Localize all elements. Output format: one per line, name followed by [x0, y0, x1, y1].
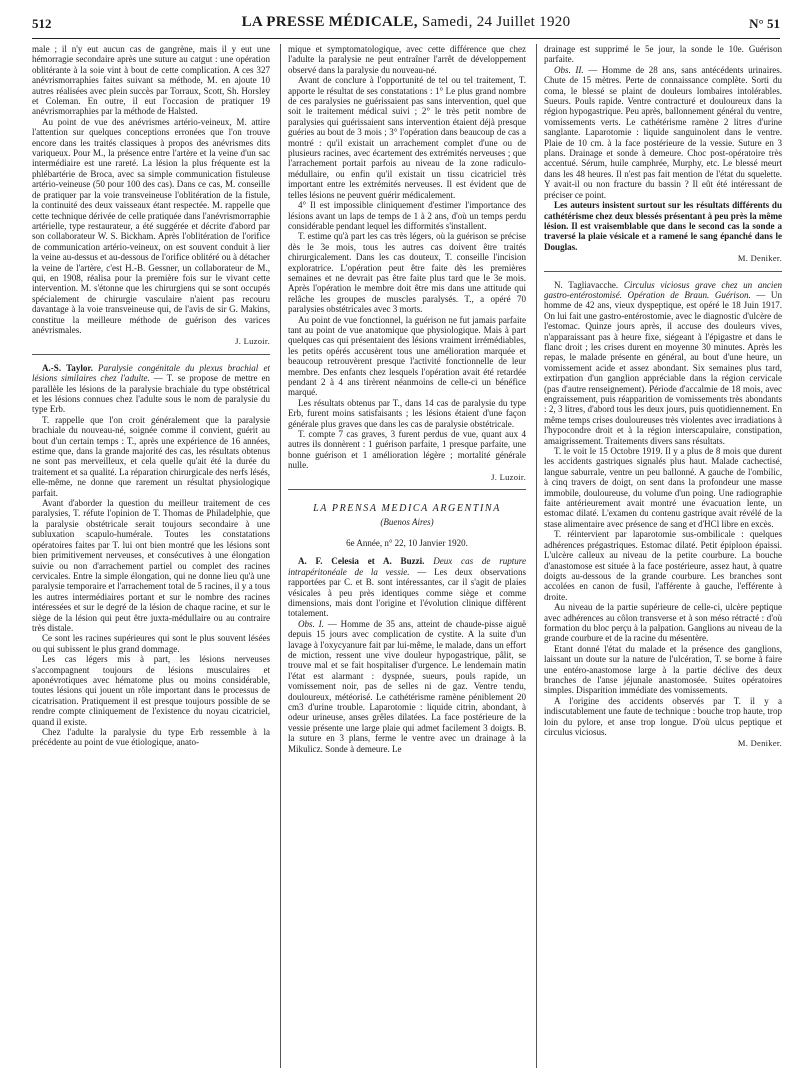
article-title: Paralysie congénitale du plexus brachial et lésions similaires chez l'adulte. [32, 362, 271, 384]
observation-label: Obs. I. [298, 618, 324, 629]
paragraph: Chez l'adulte la paralysie du type Erb ressemble à la précédente au point de vue étiologique, anato- [32, 727, 270, 748]
page-number: 512 [32, 16, 52, 31]
article-heading [288, 556, 526, 618]
article-heading [544, 280, 782, 447]
issue-date: Samedi, 24 Juillet 1920 [421, 14, 571, 30]
observation [288, 619, 526, 754]
paragraph: T. estime qu'à part les cas très légers, où la guérison se précise dès le 3e mois, tous les autres cas doivent être traités chirurgicalement. Dans les cas douteux, T. conseille l'incision exploratrice. L'opération peut être faite dès les premières semaines et ne devrait pas être faite plus tard que le 3e mois. Après l'opération le membre doit être mis dans une attitude qui relâche les groupes de muscles paralysés. T., a opéré 70 paralysies obstétricales avec 3 morts. [288, 231, 526, 315]
observation [544, 65, 782, 200]
observation-text: — Homme de 28 ans, sans antécédents urinaires. Chute de 15 mètres. Perte de connaissance complète. Sorti du coma, le blessé se plaint de douleurs lombaires intolérables. Sueurs. Pouls rapide. Ventre contracturé et douloureux dans la région hypogastrique. Peu après, ballonnement général du ventre, vomissements verts. Le cathétérisme ramène 2 litres d'urine sanglante. Laparotomie : liquide sanguinolent dans le ventre. Plaie de 10 cm. à la face postérieure de la vessie. Suture en 3 plans. Drainage et sonde à demeure. Choc post-opératoire très accentué. Sérum, huile camphrée, Murphy, etc. Le blessé meurt dans les 48 heures. Il n'est pas fait mention de l'état du squelette. Y avait-il ou non fracture du bassin ? Il eût été intéressant de préciser ce point. [544, 64, 783, 200]
paragraph: Etant donné l'état du malade et la présence des ganglions, laissant un doute sur la nature de l'ulcération, T. se borne à faire une entéro-anastomose large à la partie déclive des deux branches de l'anse jéjunale anastomosée. Suites opératoires simples. Disparition immédiate des vomissements. [544, 643, 782, 696]
article-separator [288, 489, 526, 490]
paragraph: T. rappelle que l'on croit généralement que la paralysie brachiale du nouveau-né, soignée comme il convient, guérit au bout d'un certain temps : T., après une expérience de 16 années, estime que, dans la grande majorité des cas, les résultats obtenus ne sont pas merveilleux, et cela quelle qu'ait été la durée du traitement et sa qualité. La réparation chirurgicale des nerfs lésés, elle-même, ne donne que rarement un résultat physiologique parfait. [32, 414, 270, 498]
article-author: A. F. Celesia et A. Buzzi. [298, 556, 425, 567]
running-title [32, 14, 780, 31]
article-intro: — Les deux observations rapportées par C. et B. sont intéressantes, car il s'agit de plaies vésicales à peu près identiques comme siège et comme dimensions, mais dont l'origine et l'évolution clinique diffèrent totalement. [288, 566, 526, 619]
article-separator [544, 271, 782, 272]
paragraph: Les auteurs insistent surtout sur les résultats différents du cathétérisme chez deux blessés présentant à peu près la même lésion. Il est vraisemblable que dans le second cas la sonde a traversé la plaie vésicale et a ramené le sang épanché dans le Douglas. [544, 200, 782, 252]
paragraph: Les résultats obtenus par T., dans 14 cas de paralysie du type Erb, furent moins satisfaisants ; les lésions étaient d'une façon générale plus graves que dans les cas de paralysie obstétricale. [288, 397, 526, 429]
column-left [32, 44, 270, 748]
article-intro: — Un homme de 42 ans, vieux dyspeptique, est opéré le 18 Juin 1917. On lui fait une gastro-entérostomie, avec le diagnostic d'ulcère de l'estomac. Quinze jours après, il accuse des douleurs vives, n'apparaissant pas à heure fixe, siégeant à l'épigastre et dans le flanc droit ; les crises durent en moyenne 30 minutes. Après les repas, le malade présente en général, au bout d'une heure, un vomissement acide et assez abondant. Six semaines plus tard, extirpation d'un ganglion appréciable dans la région cervicale (pas d'autre renseignement). Période d'accalmie de 18 mois, avec engraissement, puis réapparition de vomissements très abondants : 2, 3 litres, d'abord tous les deux jours, puis quotidiennement. En même temps crises douloureuses très violentes avec irradiations à l'hypocondre droit et à la région interscapulaire, constipation, amaigrissement. Traitements divers sans résultats. [544, 289, 782, 446]
paragraph: Les cas légers mis à part, les lésions nerveuses s'accompagnent toujours de lésions musculaires et aponévrotiques avec hématome plus ou moins considérable, toutes lésions qui jouent un rôle important dans le processus de cicatrisation. Pratiquement il est presque toujours possible de se rendre compte cliniquement de l'existence du noyau cicatriciel, quand il existe. [32, 654, 270, 727]
paragraph: A l'origine des accidents observés par T. il y a indiscutablement une faute de technique : bouche trop haute, trop loin du pylore, et anse trop longue. D'où ulcus peptique et circulus viciosus. [544, 695, 782, 737]
author-signature: J. Luzoir. [491, 471, 526, 482]
header-rule [32, 38, 780, 39]
paragraph: male ; il n'y eut aucun cas de gangrène, mais il y eut une hémorragie secondaire après une suture au catgut : une opération oblitérante à la soie vint à bout de cette complication. A ces 327 anévrismorraphies faites suivant sa méthode, M. en ajoute 10 autres réalisées avec plein succès par Torraux, Scott, Sh. Horsley et Coleman. En outre, il eut l'occasion de pratiquer 19 anévrismorraphies par la méthode de Halsted. [32, 44, 270, 117]
article-title: Deux cas de rupture intrapéritonéale de la vessie. [288, 556, 526, 577]
paragraph: Avant de conclure à l'opportunité de tel ou tel traitement, T. apporte le résultat de ses constatations : 1° Le plus grand nombre de ces paralysies ne guérissaient pas sans intervention, quel que soit le traitement médical suivi ; 2° le très petit nombre de paralysies qui guérissaient sans intervention étaient déjà presque guéries au bout de 3 mois ; 3° l'opération dans beaucoup de cas a montré : qu'il existait un arrachement complet d'une ou de plusieurs racines, avec écartement des extrémités nerveuses ; que l'arrachement portait parfois au niveau de la zone radiculo-médullaire, ou enfin qu'il existait un tissu cicatriciel très important entre les extrémités nerveuses. Il est évident que de telles lésions ne peuvent guérir médicalement. [288, 75, 526, 200]
article-intro: — T. se propose de mettre en parallèle les lésions de la paralysie brachiale du type obstétrical et les lésions connues chez l'adulte sous le nom de paralysie du type Erb. [32, 373, 271, 415]
section-title: LA PRENSA MEDICA ARGENTINA [313, 503, 501, 515]
column-divider [536, 44, 537, 1068]
paragraph: Au point de vue des anévrismes artério-veineux, M. attire l'attention sur quelques conceptions erronées que l'on trouve encore dans les traités classiques à propos des anévrismes dits variqueux. Pour M., la présence entre l'artère et la veine d'un sac intermédiaire est une rareté. La lésion la plus fréquente est la phlébartérie de Broca, avec sa simple communication fistuleuse artério-veineuse (50 pour 100 des cas). Dans ce cas, M. conseille de pratiquer par la voie transveineuse l'oblitération de la fistule, la continuité des deux vaisseaux étant respectée. M. rappelle que cette technique dérivée de celle pratiquée dans l'anévrismorraphie artérielle, type restaurateur, a été suggérée et décrite d'abord par son collaborateur W. S. Bickham. Après l'oblitération de l'orifice de communication artério-veineux, on est souvent conduit à lier la veine au-dessus et au-dessous de l'orifice oblitéré ou à détacher la veine de l'artère, c'est H.-B. Gessner, un collaborateur de M., qui, en 1908, réalisa pour la première fois sur le vivant cette intervention. M. s'étonne que les chirurgiens qui se sont occupés spécialement de chirurgie vasculaire n'aient pas recouru davantage à la voie transveineuse qui, de l'avis de sir G. Makins, constitue la meilleure méthode de guérison des varices anévrismales. [32, 116, 270, 335]
paragraph: mique et symptomatologique, avec cette différence que chez l'adulte la paralysie ne peut entraîner l'arrêt de développement observé dans la paralysie du nouveau-né. [288, 44, 526, 75]
observation-label: Obs. II. [554, 64, 584, 75]
paragraph: T. compte 7 cas graves, 3 furent perdus de vue, quant aux 4 autres ils donnèrent : 1 guérison parfaite, 1 presque parfaite, une bonne guérison et 1 amélioration légère ; mortalité générale nulle. [288, 429, 526, 471]
column-divider [280, 44, 281, 1068]
column-right [544, 44, 782, 753]
issue-line: 6e Année, n° 22, 10 Janvier 1920. [346, 537, 468, 548]
paragraph: Avant d'aborder la question du meilleur traitement de ces paralysies, T. réfute l'opinion de T. Thomas de Philadelphie, que la paralysie obstétricale serait toujours secondaire à une subluxation scapulo-humérale. Toutes les constatations opératoires faites par T. lui ont bien montré que les lésions sont bien primitivement nerveuses, et consécutives à une élongation suivie ou non d'arrachement partiel ou complet des racines cervicales. Entre la simple élongation, qui ne donne lieu qu'à une paralysie temporaire et l'arrachement total de 5 racines, il y a tous les autres intermédiaires portant et sur le nombre des racines intéressées et sur le degré de la lésion de chaque racine, et sur le siège de la lésion qui peut être juxta-médullaire ou au contraire très distale. [32, 498, 270, 633]
observation-text: — Homme de 35 ans, atteint de chaude-pisse aiguë depuis 15 jours avec complication de cystite. A la suite d'un lavage à l'oxycyanure fait par lui-même, le malade, dans un effort de miction, ressent une vive douleur hypogastrique, pâlit, se trouve mal et se fait hospitaliser d'urgence. Le lendemain matin l'état est alarmant : dyspnée, sueurs, pouls rapide, un vomissement noir, pas de selles ni de gaz. Ventre tendu, douloureux, météorisé. Le cathétérisme ramène péniblement 20 cm3 d'urine trouble. Laparotomie : liquide citrin, abondant, à odeur urineuse, anses grêles dilatées. La face postérieure de la vessie présente une large plaie qui admet facilement 3 doigts. B. la suture en 3 plans, ferme le ventre avec un drainage à la Mikulicz. Sonde à demeure. Le [288, 618, 527, 754]
paragraph: Au point de vue fonctionnel, la guérison ne fut jamais parfaite tant au point de vue anatomique que physiologique. Mais à part quelques cas qui présentaient des lésions vraiment irrémédiables, les petits opérés accusèrent tous une amélioration marquée et beaucoup retrouvèrent presque l'activité fonctionnelle de leur membre. Des enfants chez lesquels l'opération avait été retardée pendant 2 à 4 ans tirèrent néanmoins de celle-ci un bénéfice marqué. [288, 314, 526, 398]
author-signature: M. Deniker. [737, 738, 782, 749]
page-header [32, 14, 780, 38]
column-middle [288, 44, 526, 754]
paragraph: 4° Il est impossible cliniquement d'estimer l'importance des lésions avant un laps de temps de 1 à 2 ans, d'où un temps perdu considérable pendant lequel les difformités s'installent. [288, 200, 526, 231]
paragraph: Ce sont les racines supérieures qui sont le plus souvent lésées ou qui subissent le plus grand dommage. [32, 633, 270, 654]
section-subtitle: (Buenos Aires) [380, 517, 434, 528]
issue-number: N° 51 [749, 16, 780, 31]
article-heading [32, 363, 270, 415]
article-author: A.-S. Taylor. [42, 362, 93, 373]
paragraph: T. le voit le 15 Octobre 1919. Il y a plus de 8 mois que durent les accidents gastriques signalés plus haut. Malade cachectisé, langue saburrale, ventre un peu ballonné. A gauche de l'ombilic, à cinq travers de doigt, on sent dans la profondeur une masse immobile, douloureuse, du volume d'un poing. Une radiographie faite antérieurement avait montré une évacuation lente, un estomac dilaté. L'examen du contenu gastrique avait révélé de la stase alimentaire avec présence de sang et d'HCl libre en excès. [544, 446, 782, 529]
paragraph: drainage est supprimé le 5e jour, la sonde le 10e. Guérison parfaite. [544, 44, 782, 65]
author-signature: M. Deniker. [737, 253, 782, 264]
article-author: N. Tagliavacche. [554, 279, 619, 290]
paragraph: Au niveau de la partie supérieure de celle-ci, ulcère peptique avec adhérences au côlon transverse et à son méso rétracté : d'où formation du bloc perçu à la palpation. Ganglions au niveau de la grande courbure et de la racine du mésentère. [544, 602, 782, 644]
author-signature: J. Luzoir. [235, 336, 270, 347]
journal-name: LA PRESSE MÉDICALE, [241, 14, 418, 30]
article-separator [32, 354, 270, 355]
paragraph: T. réintervient par laparotomie sus-ombilicale : quelques adhérences prégastriques. Estomac dilaté. Petit épiploon épaissi. L'ulcère calleux au niveau de la petite courbure. La bouche d'anastomose est située à la face postérieure, assez haut, à quatre doigts au-dessous de la grande courbure. Les branches sont accolées en canon de fusil, l'afférente à gauche, l'efférente à droite. [544, 529, 782, 602]
article-title: Circulus viciosus grave chez un ancien gastro-entérostomisé. Opération de Braun. Guérison. [544, 279, 782, 300]
